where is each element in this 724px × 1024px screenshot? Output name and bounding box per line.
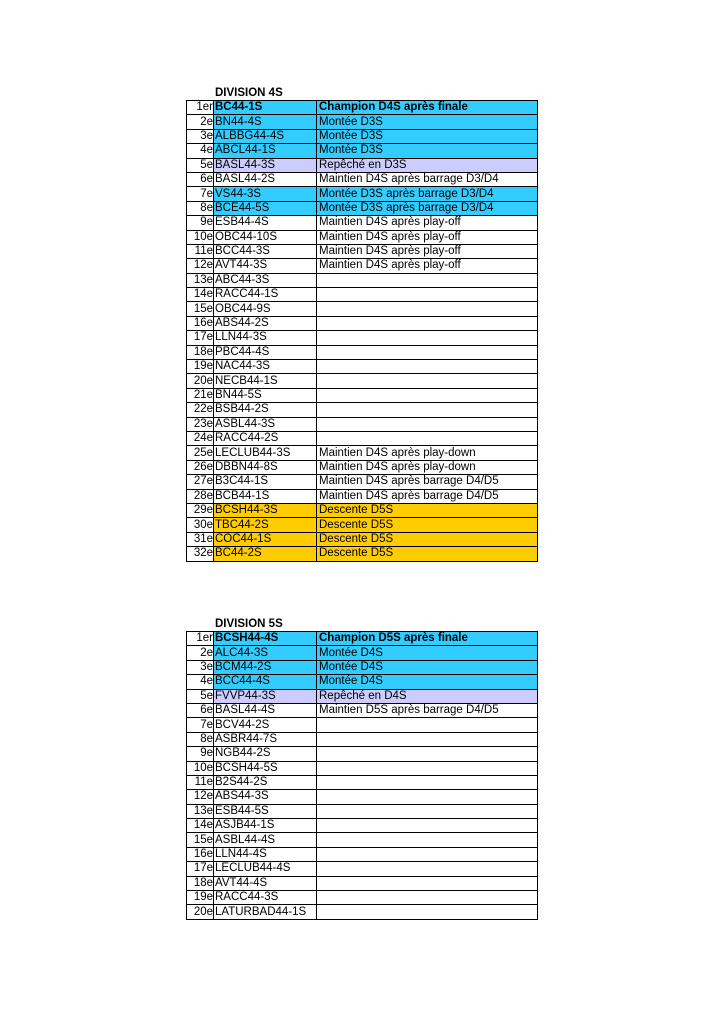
note-cell (317, 431, 538, 445)
rank-cell: 21e (187, 388, 214, 402)
rank-cell: 15e (187, 833, 214, 847)
rank-cell: 32e (187, 547, 214, 561)
division-5s-table (186, 631, 538, 920)
team-cell: VS44-3S (214, 187, 317, 201)
standing-row (187, 216, 538, 230)
rank-cell: 19e (187, 360, 214, 374)
team-cell: BC44-2S (214, 547, 317, 561)
team-cell: BCE44-5S (214, 201, 317, 215)
note-cell (317, 790, 538, 804)
note-cell (317, 833, 538, 847)
team-cell: BCSH44-5S (214, 761, 317, 775)
division-4s-section (186, 86, 538, 562)
note-cell: Montée D3S (317, 129, 538, 143)
note-cell (317, 876, 538, 890)
team-cell: ESB44-4S (214, 216, 317, 230)
team-cell: OBC44-9S (214, 302, 317, 316)
rank-cell: 16e (187, 847, 214, 861)
team-cell: ALBBG44-4S (214, 129, 317, 143)
rank-cell: 26e (187, 460, 214, 474)
standing-row (187, 747, 538, 761)
team-cell: AVT44-4S (214, 876, 317, 890)
rank-cell: 22e (187, 403, 214, 417)
division-4s-title: DIVISION 4S (215, 87, 283, 99)
note-cell: Champion D4S après finale (317, 101, 538, 115)
standing-row (187, 675, 538, 689)
rank-cell: 30e (187, 518, 214, 532)
team-cell: OBC44-10S (214, 230, 317, 244)
team-cell: TBC44-2S (214, 518, 317, 532)
team-cell: ASBR44-7S (214, 732, 317, 746)
team-cell: RACC44-3S (214, 891, 317, 905)
standing-row (187, 345, 538, 359)
note-cell (317, 388, 538, 402)
note-cell (317, 316, 538, 330)
rank-cell: 20e (187, 374, 214, 388)
rank-cell: 1er (187, 632, 214, 646)
team-cell: BCM44-2S (214, 660, 317, 674)
note-cell (317, 718, 538, 732)
standing-row (187, 761, 538, 775)
team-cell: BCB44-1S (214, 489, 317, 503)
note-cell (317, 403, 538, 417)
team-cell: LATURBAD44-1S (214, 905, 317, 919)
standing-row (187, 775, 538, 789)
note-cell: Maintien D4S après barrage D4/D5 (317, 475, 538, 489)
rank-cell: 4e (187, 144, 214, 158)
rank-cell: 23e (187, 417, 214, 431)
team-cell: NGB44-2S (214, 747, 317, 761)
standing-row (187, 790, 538, 804)
rank-cell: 3e (187, 129, 214, 143)
team-cell: COC44-1S (214, 532, 317, 546)
note-cell: Maintien D4S après play-off (317, 216, 538, 230)
team-cell: NECB44-1S (214, 374, 317, 388)
standing-row (187, 732, 538, 746)
rank-cell: 7e (187, 718, 214, 732)
standing-row (187, 646, 538, 660)
standing-row (187, 187, 538, 201)
standing-row (187, 532, 538, 546)
rank-cell: 12e (187, 259, 214, 273)
standing-row (187, 259, 538, 273)
team-cell: BCC44-4S (214, 675, 317, 689)
rank-cell: 18e (187, 876, 214, 890)
note-cell (317, 761, 538, 775)
note-cell: Maintien D4S après play-down (317, 446, 538, 460)
standing-row (187, 518, 538, 532)
division-4s-rows (187, 101, 538, 562)
team-cell: B3C44-1S (214, 475, 317, 489)
note-cell (317, 862, 538, 876)
standing-row (187, 101, 538, 115)
rank-cell: 18e (187, 345, 214, 359)
note-cell: Maintien D4S après play-off (317, 230, 538, 244)
team-cell: BN44-4S (214, 115, 317, 129)
standing-row (187, 547, 538, 561)
note-cell: Montée D4S (317, 675, 538, 689)
standing-row (187, 230, 538, 244)
rank-cell: 17e (187, 862, 214, 876)
team-cell: ALC44-3S (214, 646, 317, 660)
team-cell: FVVP44-3S (214, 689, 317, 703)
standing-row (187, 876, 538, 890)
division-4s-table (186, 100, 538, 562)
standing-row (187, 804, 538, 818)
rank-cell: 10e (187, 761, 214, 775)
team-cell: BN44-5S (214, 388, 317, 402)
rank-cell: 5e (187, 689, 214, 703)
note-cell (317, 847, 538, 861)
standing-row (187, 446, 538, 460)
team-cell: BCSH44-4S (214, 632, 317, 646)
note-cell (317, 331, 538, 345)
rank-cell: 10e (187, 230, 214, 244)
note-cell (317, 732, 538, 746)
rank-cell: 14e (187, 288, 214, 302)
standing-row (187, 891, 538, 905)
standing-row (187, 360, 538, 374)
standing-row (187, 201, 538, 215)
team-cell: LECLUB44-3S (214, 446, 317, 460)
rank-cell: 6e (187, 703, 214, 717)
note-cell: Montée D4S (317, 660, 538, 674)
standing-row (187, 244, 538, 258)
team-cell: PBC44-4S (214, 345, 317, 359)
note-cell (317, 273, 538, 287)
note-cell (317, 819, 538, 833)
standing-row (187, 703, 538, 717)
note-cell: Descente D5S (317, 547, 538, 561)
rank-cell: 11e (187, 244, 214, 258)
team-cell: BCV44-2S (214, 718, 317, 732)
team-cell: ABC44-3S (214, 273, 317, 287)
team-cell: RACC44-2S (214, 431, 317, 445)
team-cell: ASBL44-3S (214, 417, 317, 431)
note-cell: Montée D3S (317, 144, 538, 158)
rank-cell: 25e (187, 446, 214, 460)
rank-cell: 31e (187, 532, 214, 546)
standing-row (187, 503, 538, 517)
team-cell: BASL44-2S (214, 172, 317, 186)
rank-cell: 1er (187, 101, 214, 115)
team-cell: ASJB44-1S (214, 819, 317, 833)
rank-cell: 24e (187, 431, 214, 445)
team-cell: ESB44-5S (214, 804, 317, 818)
standing-row (187, 475, 538, 489)
standing-row (187, 388, 538, 402)
team-cell: LLN44-4S (214, 847, 317, 861)
rank-cell: 8e (187, 732, 214, 746)
note-cell (317, 891, 538, 905)
note-cell: Champion D5S après finale (317, 632, 538, 646)
rank-cell: 9e (187, 747, 214, 761)
rank-cell: 4e (187, 675, 214, 689)
standing-row (187, 460, 538, 474)
team-cell: LLN44-3S (214, 331, 317, 345)
rank-cell: 2e (187, 646, 214, 660)
note-cell: Maintien D4S après barrage D3/D4 (317, 172, 538, 186)
standing-row (187, 288, 538, 302)
standing-row (187, 374, 538, 388)
rank-cell: 29e (187, 503, 214, 517)
standing-row (187, 273, 538, 287)
team-cell: AVT44-3S (214, 259, 317, 273)
team-cell: RACC44-1S (214, 288, 317, 302)
standing-row (187, 847, 538, 861)
rank-cell: 5e (187, 158, 214, 172)
note-cell: Maintien D5S après barrage D4/D5 (317, 703, 538, 717)
rank-cell: 16e (187, 316, 214, 330)
rank-cell: 3e (187, 660, 214, 674)
rank-cell: 13e (187, 804, 214, 818)
standing-row (187, 632, 538, 646)
rank-cell: 19e (187, 891, 214, 905)
rank-cell: 6e (187, 172, 214, 186)
standing-row (187, 718, 538, 732)
division-5s-rows (187, 632, 538, 920)
rank-cell: 13e (187, 273, 214, 287)
rank-cell: 17e (187, 331, 214, 345)
standing-row (187, 403, 538, 417)
standing-row (187, 331, 538, 345)
note-cell (317, 345, 538, 359)
rank-cell: 7e (187, 187, 214, 201)
standing-row (187, 431, 538, 445)
note-cell (317, 360, 538, 374)
rank-cell: 8e (187, 201, 214, 215)
note-cell (317, 302, 538, 316)
rank-cell: 27e (187, 475, 214, 489)
note-cell (317, 417, 538, 431)
team-cell: ABS44-2S (214, 316, 317, 330)
note-cell: Montée D3S (317, 115, 538, 129)
standing-row (187, 905, 538, 919)
standing-row (187, 489, 538, 503)
team-cell: ABS44-3S (214, 790, 317, 804)
note-cell: Repêché en D3S (317, 158, 538, 172)
note-cell: Maintien D4S après play-off (317, 259, 538, 273)
team-cell: BASL44-3S (214, 158, 317, 172)
note-cell (317, 747, 538, 761)
note-cell (317, 905, 538, 919)
division-5s-section (186, 617, 538, 920)
team-cell: BSB44-2S (214, 403, 317, 417)
standing-row (187, 316, 538, 330)
standing-row (187, 129, 538, 143)
note-cell: Montée D3S après barrage D3/D4 (317, 187, 538, 201)
note-cell: Maintien D4S après play-down (317, 460, 538, 474)
note-cell (317, 804, 538, 818)
team-cell: DBBN44-8S (214, 460, 317, 474)
note-cell: Repêché en D4S (317, 689, 538, 703)
note-cell: Descente D5S (317, 518, 538, 532)
team-cell: ASBL44-4S (214, 833, 317, 847)
rank-cell: 2e (187, 115, 214, 129)
rank-cell: 15e (187, 302, 214, 316)
note-cell (317, 374, 538, 388)
division-5s-title: DIVISION 5S (215, 618, 283, 630)
team-cell: ABCL44-1S (214, 144, 317, 158)
standing-row (187, 689, 538, 703)
note-cell (317, 288, 538, 302)
standing-row (187, 833, 538, 847)
team-cell: BCSH44-3S (214, 503, 317, 517)
rank-cell: 20e (187, 905, 214, 919)
rank-cell: 12e (187, 790, 214, 804)
standing-row (187, 862, 538, 876)
note-cell: Maintien D4S après play-off (317, 244, 538, 258)
team-cell: B2S44-2S (214, 775, 317, 789)
team-cell: LECLUB44-4S (214, 862, 317, 876)
note-cell: Montée D3S après barrage D3/D4 (317, 201, 538, 215)
note-cell: Montée D4S (317, 646, 538, 660)
team-cell: BCC44-3S (214, 244, 317, 258)
standing-row (187, 819, 538, 833)
standing-row (187, 660, 538, 674)
rank-cell: 28e (187, 489, 214, 503)
standing-row (187, 172, 538, 186)
note-cell: Maintien D4S après barrage D4/D5 (317, 489, 538, 503)
note-cell: Descente D5S (317, 532, 538, 546)
team-cell: BASL44-4S (214, 703, 317, 717)
team-cell: BC44-1S (214, 101, 317, 115)
standing-row (187, 115, 538, 129)
rank-cell: 11e (187, 775, 214, 789)
note-cell: Descente D5S (317, 503, 538, 517)
rank-cell: 14e (187, 819, 214, 833)
standing-row (187, 417, 538, 431)
rank-cell: 9e (187, 216, 214, 230)
standing-row (187, 144, 538, 158)
note-cell (317, 775, 538, 789)
standing-row (187, 302, 538, 316)
standing-row (187, 158, 538, 172)
team-cell: NAC44-3S (214, 360, 317, 374)
